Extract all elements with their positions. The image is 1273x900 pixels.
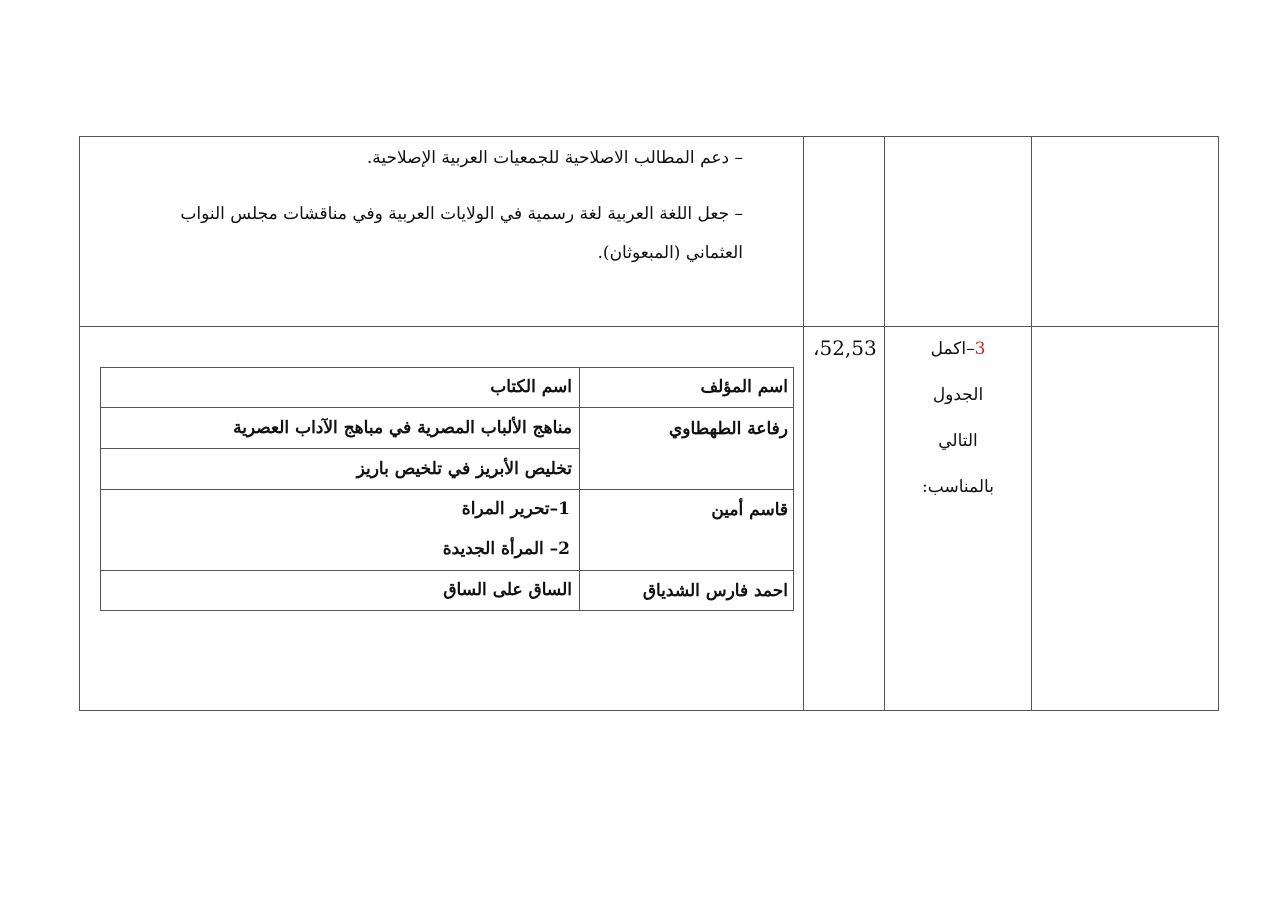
task-line: الجدول: [932, 385, 984, 405]
bullet-text: – دعم المطالب الاصلاحية للجمعيات العربية الإصلاحية.: [366, 148, 743, 168]
task-line: 3–اكمل: [930, 339, 986, 359]
inner-border: [579, 367, 580, 611]
author-name: احمد فارس الشدياق: [642, 581, 788, 601]
task-number: 3: [974, 339, 986, 359]
column-divider: [884, 136, 885, 711]
inner-border: [100, 610, 794, 611]
book-title: الساق على الساق: [443, 580, 572, 600]
task-line: بالمناسب:: [922, 477, 994, 497]
page-numbers: 52,53،: [813, 336, 877, 360]
task-line: التالي: [938, 431, 978, 451]
authors-books-table: [100, 367, 794, 611]
inner-border: [100, 407, 794, 408]
inner-border: [793, 367, 794, 611]
book-title: تخليص الأبريز في تلخيص باريز: [356, 459, 572, 479]
author-name: رفاعة الطهطاوي: [668, 419, 788, 439]
bullet-text: العثماني (المبعوثان).: [597, 243, 743, 263]
table-border-right: [1218, 136, 1219, 711]
task-instruction: [898, 326, 1018, 510]
bullet-text: – جعل اللغة العربية لغة رسمية في الولايات العربية وفي مناقشات مجلس النواب: [180, 204, 743, 224]
table-border-left: [79, 136, 80, 711]
inner-border: [100, 448, 580, 449]
column-divider: [803, 136, 804, 711]
table-border-bottom: [79, 710, 1219, 711]
book-title: 2– المرأة الجديدة: [442, 539, 570, 559]
row-divider: [79, 326, 1219, 327]
inner-border: [100, 489, 794, 490]
header-book: اسم الكتاب: [490, 377, 572, 397]
lesson-table: [79, 136, 1219, 711]
table-border-top: [79, 136, 1219, 137]
column-divider: [1031, 136, 1032, 711]
author-name: قاسم أمين: [711, 500, 788, 520]
book-title: 1–تحرير المراة: [461, 499, 570, 519]
header-author: اسم المؤلف: [700, 377, 788, 397]
inner-border: [100, 570, 794, 571]
book-title: مناهج الألباب المصرية في مباهج الآداب العصرية: [233, 418, 572, 438]
inner-border: [100, 367, 794, 368]
inner-border: [100, 367, 101, 611]
